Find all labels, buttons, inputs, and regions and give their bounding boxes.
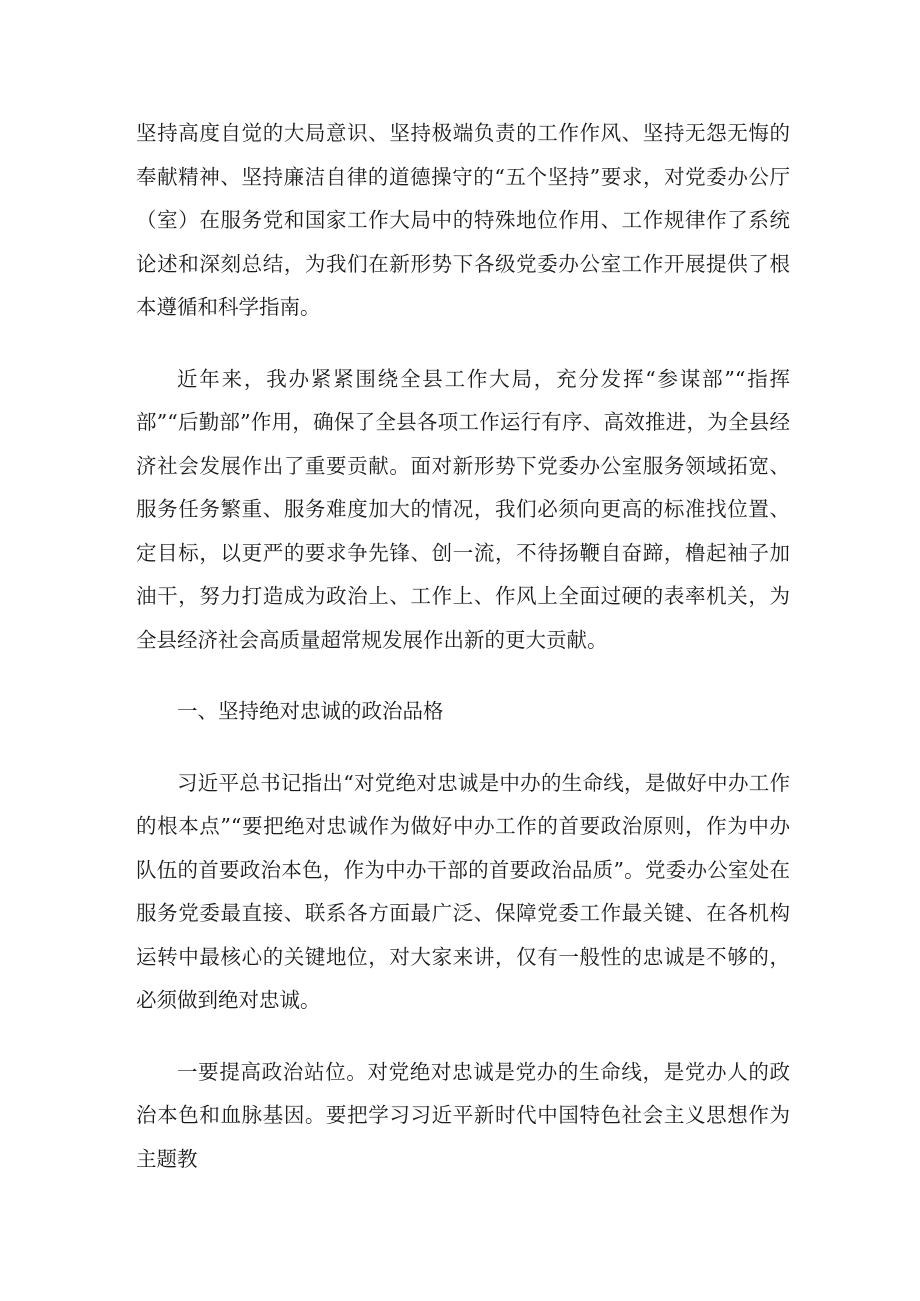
paragraph-recent-years: 近年来，我办紧紧围绕全县工作大局，充分发挥“参谋部”“指挥部”“后勤部”作用，确保了全县各项工作运行有序、高效推进，为全县经济社会发展作出了重要贡献。面对新形势下党委办公室服务领域拓宽、服务任务繁重、服务难度加大的情况，我们必须向更高的标准找位置、定目标，以更严的要求争先锋、创一流，不待扬鞭自奋蹄，橹起袖子加油干，努力打造成为政治上、工作上、作风上全面过硬的表率机关，为全县经济社会高质量超常规发展作出新的更大贡献。 xyxy=(136,366,790,652)
document-body xyxy=(136,112,790,1209)
paragraph-five-adherences: 坚持高度自觉的大局意识、坚持极端负责的工作作风、坚持无怨无悔的奉献精神、坚持廉洁自律的道德操守的“五个坚持”要求，对党委办公厅（室）在服务党和国家工作大局中的特殊地位作用、工作规律作了系统论述和深刻总结，为我们在新形势下各级党委办公室工作开展提供了根本遵循和科学指南。 xyxy=(136,121,790,319)
paragraph-xi-quote-loyalty: 习近平总书记指出“对党绝对忠诚是中办的生命线，是做好中办工作的根本点”“要把绝对忠诚作为做好中办工作的首要政治原则，作为中办队伍的首要政治本色，作为中办干部的首要政治品质”。党委办公室处在服务党委最直接、联系各方面最广泛、保障党委工作最关键、在各机构运转中最核心的关键地位，对大家来讲，仅有一般性的忠诚是不够的，必须做到绝对忠诚。 xyxy=(136,770,790,1012)
section-heading-absolute-loyalty: 一、坚持绝对忠诚的政治品格 xyxy=(177,699,444,723)
paragraph-political-standing: 一要提高政治站位。对党绝对忠诚是党办的生命线，是党办人的政治本色和血脉基因。要把学习习近平新时代中国特色社会主义思想作为主题教 xyxy=(136,1059,790,1171)
